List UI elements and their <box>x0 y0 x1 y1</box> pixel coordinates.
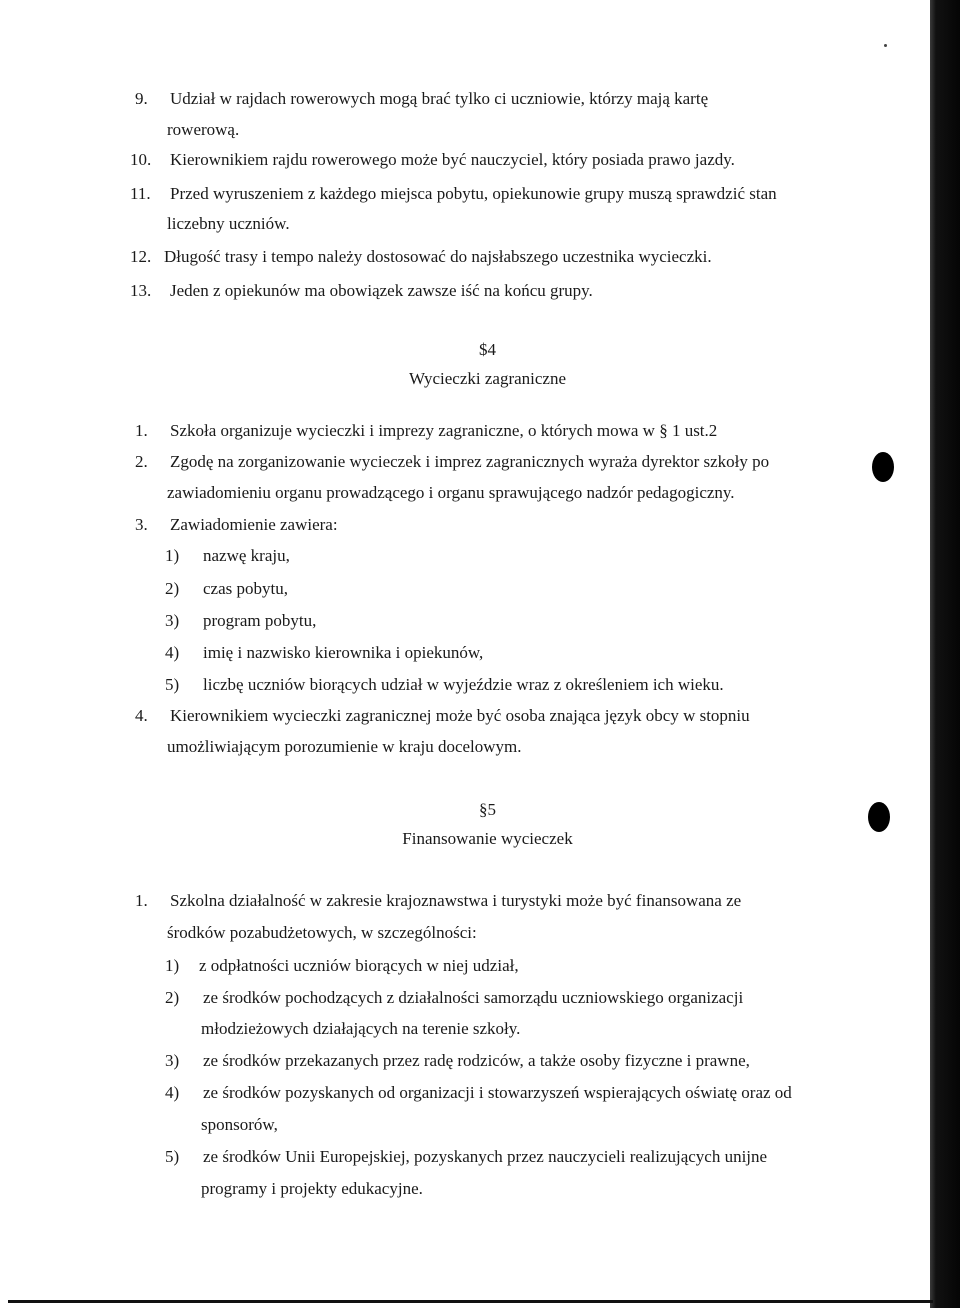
subitem-number: 4) <box>165 1083 180 1102</box>
subitem-number: 1) <box>165 546 180 565</box>
subitem-number: 2) <box>165 988 180 1007</box>
item-text: umożliwiającym porozumienie w kraju docelowym. <box>167 737 522 756</box>
scan-bottom-edge <box>8 1300 933 1303</box>
subitem-number: 3) <box>165 611 180 630</box>
subitem-text: sponsorów, <box>201 1115 278 1134</box>
section-title: Finansowanie wycieczek <box>402 829 573 848</box>
subitem-text: młodzieżowych działających na terenie szkoły. <box>201 1019 521 1038</box>
item-text: Zawiadomienie zawiera: <box>170 515 338 534</box>
subitem-text: program pobytu, <box>203 611 317 630</box>
item-number: 9. <box>135 89 148 108</box>
item-text: rowerową. <box>167 120 240 139</box>
subitem-text: liczbę uczniów biorących udział w wyjeździe wraz z określeniem ich wieku. <box>203 675 724 694</box>
section-symbol: §5 <box>479 800 496 819</box>
item-number: 12. <box>130 247 152 266</box>
item-text: Udział w rajdach rowerowych mogą brać tylko ci uczniowie, którzy mają kartę <box>170 89 709 108</box>
subitem-number: 1) <box>165 956 180 975</box>
item-number: 13. <box>130 281 152 300</box>
subitem-text: programy i projekty edukacyjne. <box>201 1179 423 1198</box>
item-text: liczebny uczniów. <box>167 214 290 233</box>
subitem-text: ze środków pozyskanych od organizacji i stowarzyszeń wspierających oświatę oraz od <box>203 1083 792 1102</box>
section-title: Wycieczki zagraniczne <box>408 369 567 388</box>
punch-hole-mark <box>868 802 890 832</box>
item-text: Przed wyruszeniem z każdego miejsca pobytu, opiekunowie grupy muszą sprawdzić stan <box>170 184 777 203</box>
scan-edge-shadow <box>930 0 960 1308</box>
subitem-number: 5) <box>165 1147 180 1166</box>
punch-hole-mark <box>872 452 894 482</box>
subitem-text: ze środków przekazanych przez radę rodziców, a także osoby fizyczne i prawne, <box>203 1051 750 1070</box>
item-text: Kierownikiem wycieczki zagranicznej może być osoba znająca język obcy w stopniu <box>170 706 750 725</box>
item-text: Szkolna działalność w zakresie krajoznawstwa i turystyki może być finansowana ze <box>170 891 742 910</box>
subitem-number: 5) <box>165 675 180 694</box>
item-text: Szkoła organizuje wycieczki i imprezy zagraniczne, o których mowa w § 1 ust.2 <box>170 421 718 440</box>
subitem-number: 4) <box>165 643 180 662</box>
item-text: Zgodę na zorganizowanie wycieczek i imprez zagranicznych wyraża dyrektor szkoły po <box>170 452 770 471</box>
item-number: 1. <box>135 891 148 910</box>
subitem-text: czas pobytu, <box>203 579 288 598</box>
subitem-text: nazwę kraju, <box>203 546 290 565</box>
subitem-text: imię i nazwisko kierownika i opiekunów, <box>203 643 484 662</box>
subitem-text: ze środków pochodzących z działalności samorządu uczniowskiego organizacji <box>203 988 744 1007</box>
scan-speck <box>884 44 887 47</box>
item-text: Długość trasy i tempo należy dostosować do najsłabszego uczestnika wycieczki. <box>164 247 712 266</box>
section-symbol: $4 <box>479 340 496 359</box>
item-text: środków pozabudżetowych, w szczególności: <box>167 923 477 942</box>
item-number: 11. <box>130 184 151 203</box>
item-number: 2. <box>135 452 148 471</box>
subitem-number: 3) <box>165 1051 180 1070</box>
item-number: 1. <box>135 421 148 440</box>
item-text: Jeden z opiekunów ma obowiązek zawsze iść na końcu grupy. <box>170 281 593 300</box>
item-text: zawiadomieniu organu prowadzącego i organu sprawującego nadzór pedagogiczny. <box>167 483 735 502</box>
item-number: 10. <box>130 150 152 169</box>
item-number: 4. <box>135 706 148 725</box>
subitem-text: z odpłatności uczniów biorących w niej udział, <box>199 956 519 975</box>
item-number: 3. <box>135 515 148 534</box>
subitem-number: 2) <box>165 579 180 598</box>
item-text: Kierownikiem rajdu rowerowego może być nauczyciel, który posiada prawo jazdy. <box>170 150 735 169</box>
subitem-text: ze środków Unii Europejskiej, pozyskanych przez nauczycieli realizujących unijne <box>203 1147 768 1166</box>
